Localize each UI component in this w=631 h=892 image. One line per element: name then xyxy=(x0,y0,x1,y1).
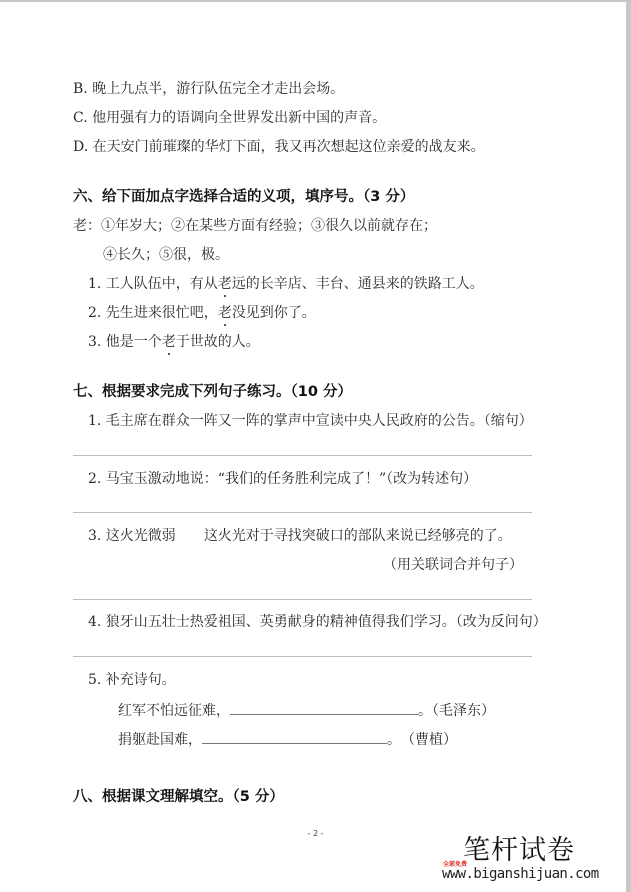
option-b: B. 晚上九点半，游行队伍完全才走出会场。 xyxy=(73,81,345,97)
section-6-item-2 xyxy=(88,304,316,322)
watermark-url: www.biganshijuan.com xyxy=(442,866,599,882)
question-3-instruction: （用关联词合并句子） xyxy=(383,557,523,573)
section-6-item-1 xyxy=(88,275,484,293)
dotted-char: 老 xyxy=(217,276,232,292)
question-3 xyxy=(88,527,512,545)
item-suffix: 没见到你了。 xyxy=(231,305,316,321)
poem-2-blank[interactable] xyxy=(202,729,387,744)
poem-1-end: 。（毛泽东） xyxy=(418,703,495,719)
watermark-tag: 全部免费 xyxy=(443,861,468,868)
section-6-heading: 六、给下面加点字选择合适的义项，填序号。（3 分） xyxy=(73,189,415,205)
dotted-char: 老 xyxy=(217,305,232,321)
poem-1-blank[interactable] xyxy=(230,700,418,715)
poem-line-1 xyxy=(118,700,495,720)
section-6-item-3 xyxy=(88,333,260,351)
question-5: 5. 补充诗句。 xyxy=(88,672,176,688)
poem-2-end: 。 （曹植） xyxy=(387,732,457,748)
option-c: C. 他用强有力的语调向全世界发出新中国的声音。 xyxy=(73,110,387,126)
answer-line-3[interactable] xyxy=(73,599,532,600)
item-prefix: 3. 他是一个 xyxy=(88,334,162,350)
section-8-heading: 八、根据课文理解填空。（5 分） xyxy=(73,789,284,805)
definitions-line-2: ④长久；⑤很，极。 xyxy=(103,247,229,263)
scrollbar-track[interactable] xyxy=(626,0,631,892)
dotted-char: 老 xyxy=(161,334,176,350)
question-1: 1. 毛主席在群众一阵又一阵的掌声中宣读中央人民政府的公告。（缩句） xyxy=(88,413,533,429)
item-suffix: 远的长辛店、丰台、通县来的铁路工人。 xyxy=(231,276,484,292)
poem-1-start: 红军不怕远征难， xyxy=(118,703,230,719)
answer-line-1[interactable] xyxy=(73,455,532,456)
poem-2-start: 捐躯赴国难， xyxy=(118,732,202,748)
answer-line-2[interactable] xyxy=(73,512,532,513)
option-d: D. 在天安门前璀璨的华灯下面，我又再次想起这位亲爱的战友来。 xyxy=(73,139,485,155)
watermark-title: 笔杆试卷 xyxy=(463,835,575,866)
question-3-part-1: 3. 这火光微弱 xyxy=(88,528,176,544)
question-3-part-2: 这火光对于寻找突破口的部队来说已经够亮的了。 xyxy=(203,528,512,544)
page-frame-top xyxy=(0,0,631,2)
section-7-heading: 七、根据要求完成下列句子练习。（10 分） xyxy=(73,384,352,400)
item-prefix: 1. 工人队伍中，有从 xyxy=(88,276,218,292)
poem-line-2 xyxy=(118,729,457,749)
definitions-line-1: 老：①年岁大；②在某些方面有经验；③很久以前就存在； xyxy=(73,218,437,234)
question-2: 2. 马宝玉激动地说：“我们的任务胜利完成了！”（改为转述句） xyxy=(88,471,478,487)
item-suffix: 于世故的人。 xyxy=(175,334,260,350)
question-4: 4. 狼牙山五壮士热爱祖国、英勇献身的精神值得我们学习。（改为反问句） xyxy=(88,614,547,630)
item-prefix: 2. 先生进来很忙吧， xyxy=(88,305,218,321)
answer-line-4[interactable] xyxy=(73,656,532,657)
page-number: - 2 - xyxy=(307,829,324,838)
